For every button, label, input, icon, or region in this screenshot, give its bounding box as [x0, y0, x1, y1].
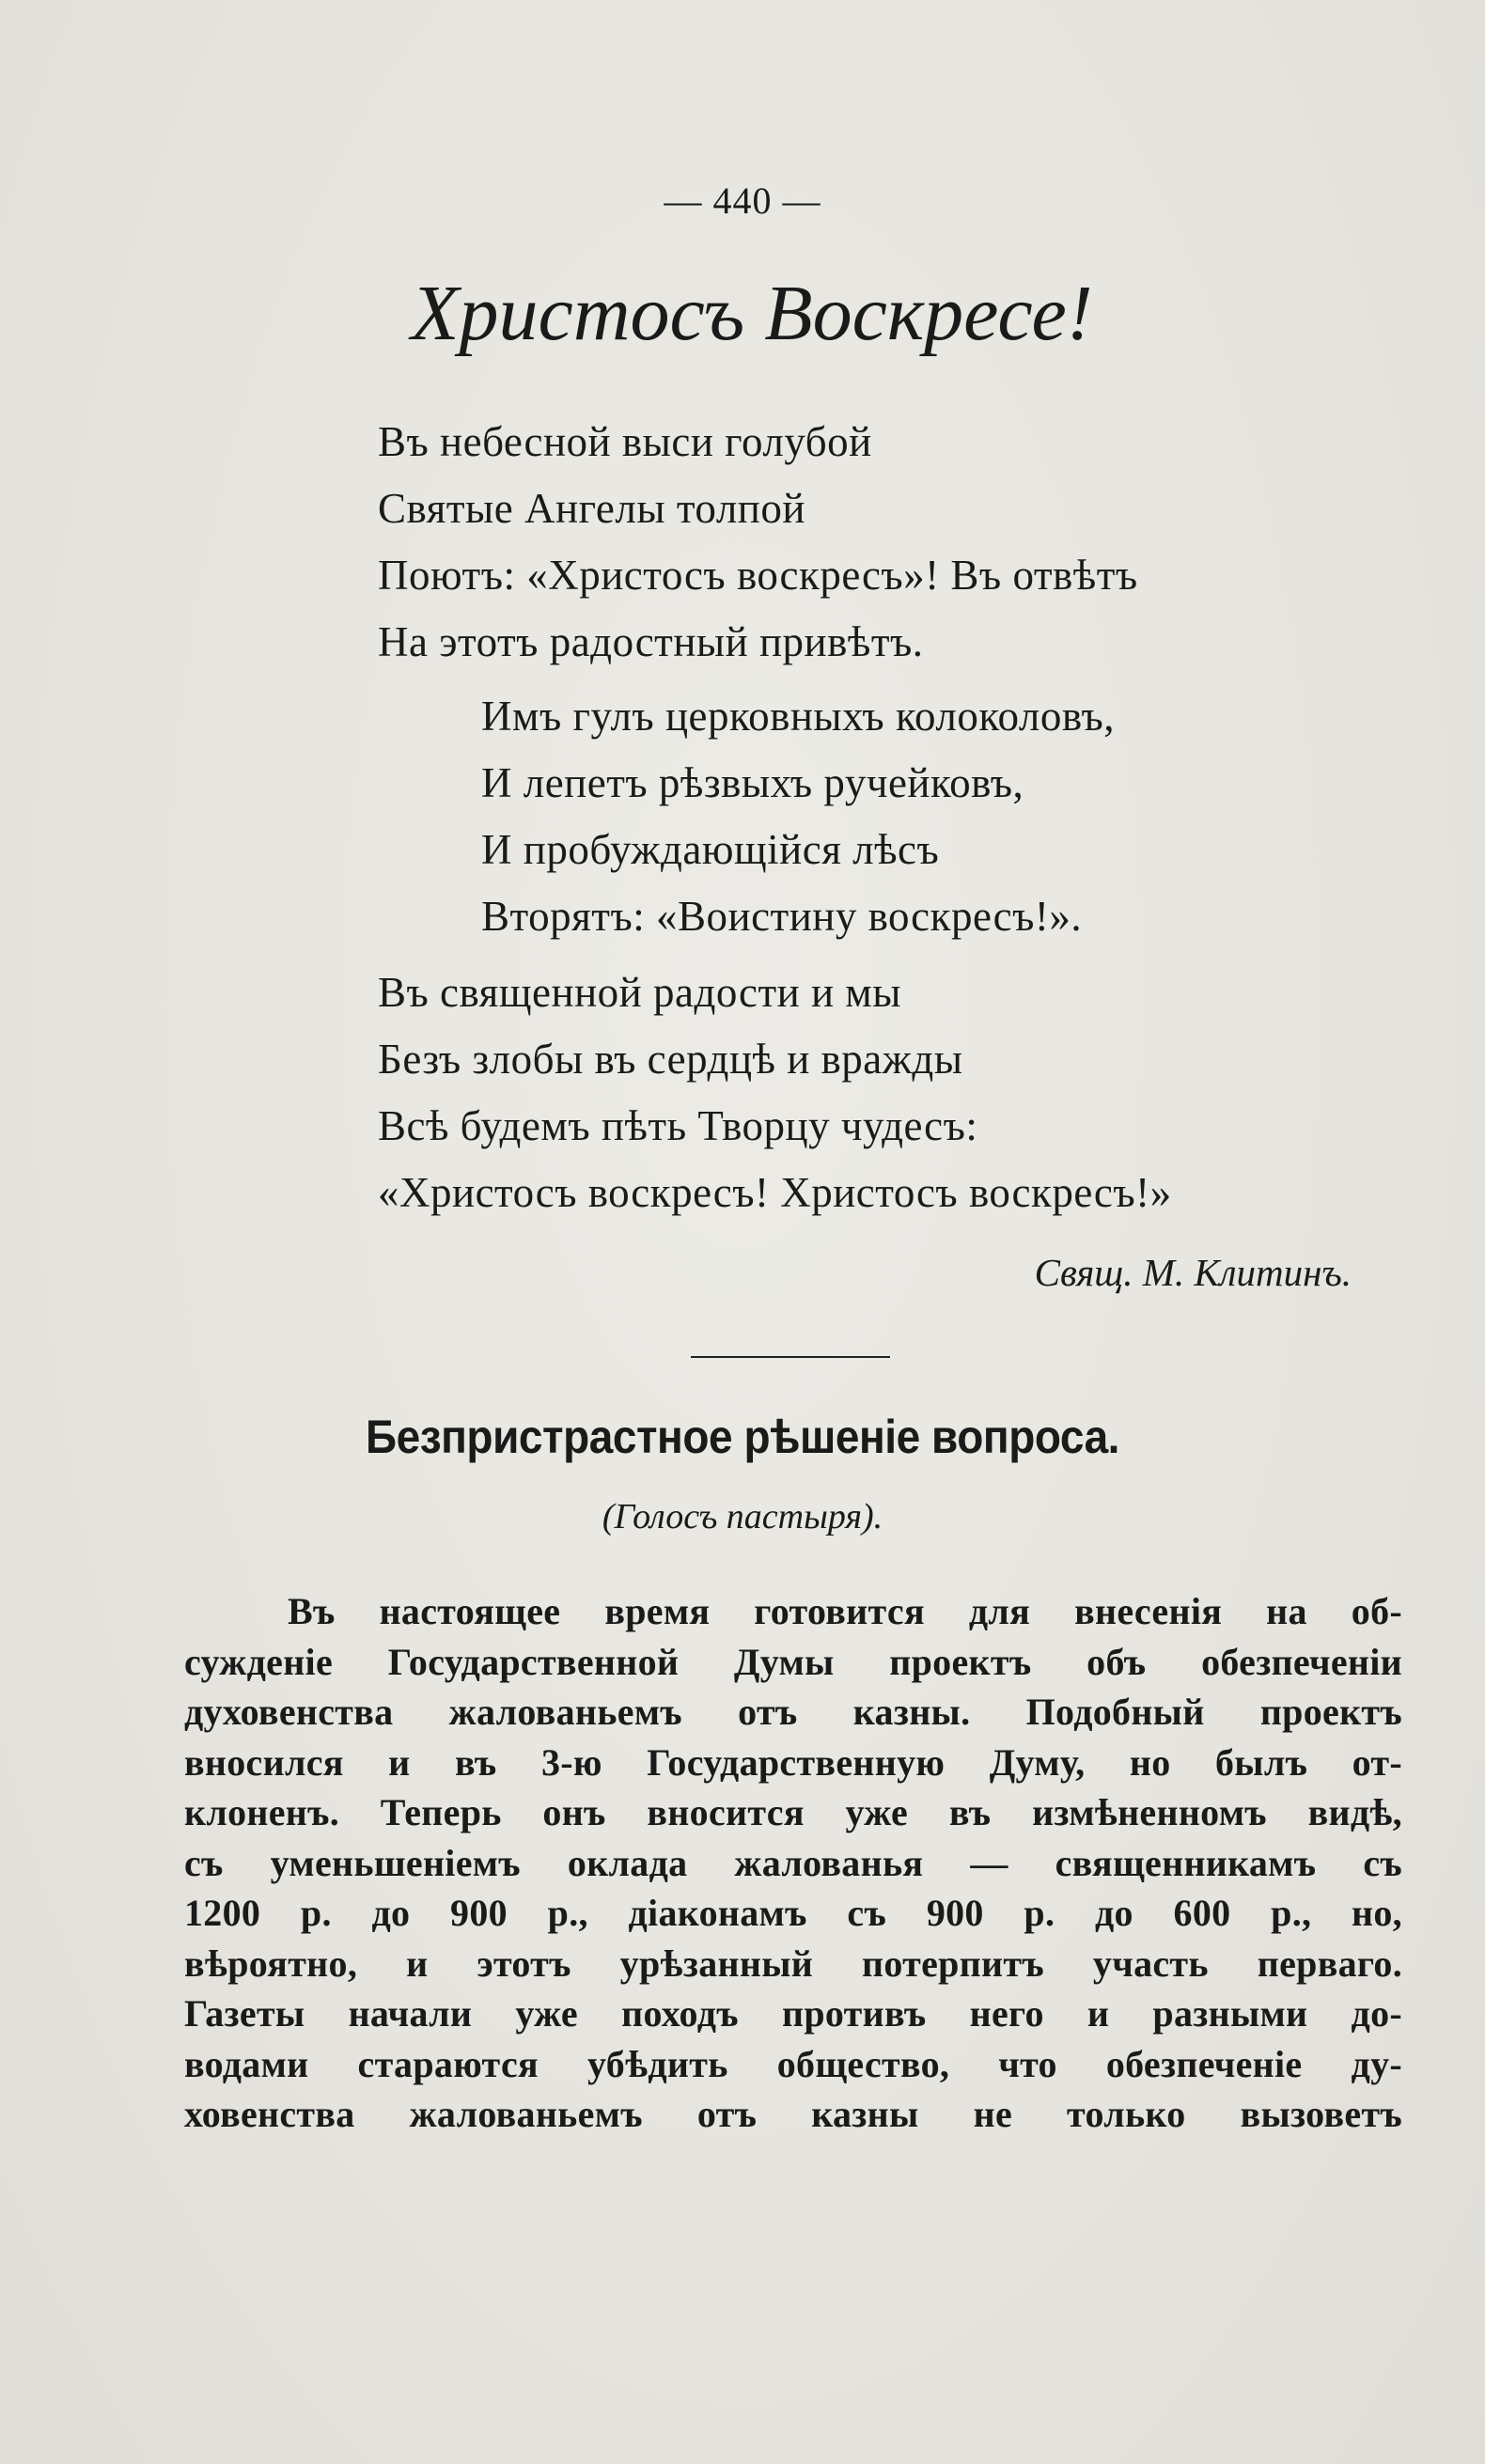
poem-line: Въ небесной выси голубой: [378, 418, 872, 465]
poem-stanza-3: [378, 959, 1412, 1226]
poem-line: На этотъ радостный привѣтъ.: [378, 618, 924, 665]
poem-line: «Христосъ воскресъ! Христосъ воскресъ!»: [378, 1169, 1172, 1216]
poem-stanza-2: [378, 683, 1412, 950]
poem-line: Вторятъ: «Воистину воскресъ!».: [481, 893, 1083, 940]
article-title: Безпристрастное рѣшенiе вопроса.: [365, 1411, 1120, 1463]
poem-signature: Свящ. М. Клитинъ.: [1034, 1251, 1352, 1294]
article-body: [184, 1586, 1402, 2140]
poem-line: Безъ злобы въ сердцѣ и вражды: [378, 1036, 963, 1083]
article-line: сужденiе Государственной Думы проектъ объ обезпеченiи: [184, 1640, 1402, 1683]
article-line: ховенства жалованьемъ отъ казны не только вызоветъ: [184, 2093, 1402, 2135]
poem-line: Святые Ангелы толпой: [378, 485, 805, 532]
poem-line: Поютъ: «Христосъ воскресъ»! Въ отвѣтъ: [378, 552, 1138, 599]
poem-line: Въ священной радости и мы: [378, 969, 901, 1016]
poem: [378, 409, 1412, 1226]
poem-title: Христосъ Воскресе!: [411, 270, 1093, 357]
page-number: — 440 —: [664, 179, 821, 222]
section-divider: [691, 1356, 890, 1358]
poem-line: Всѣ будемъ пѣть Творцу чудесъ:: [378, 1102, 978, 1149]
article-line: вѣроятно, и этотъ урѣзанный потерпитъ участь перваго.: [184, 1942, 1402, 1985]
poem-stanza-1: [378, 409, 1412, 676]
article-line: вносился и въ 3-ю Государственную Думу, но былъ от-: [184, 1740, 1402, 1784]
poem-line: Имъ гулъ церковныхъ колоколовъ,: [481, 693, 1115, 740]
article-line: съ уменьшенiемъ оклада жалованья — священникамъ съ: [184, 1841, 1402, 1884]
article-subtitle: (Голосъ пастыря).: [602, 1497, 883, 1536]
article-line: клоненъ. Теперь онъ вносится уже въ измѣненномъ видѣ,: [184, 1791, 1402, 1833]
article-line: духовенства жалованьемъ отъ казны. Подобный проектъ: [184, 1691, 1402, 1733]
article-line: Газеты начали уже походъ противъ него и разными до-: [184, 1992, 1402, 2035]
article-line: водами стараются убѣдить общество, что обезпеченiе ду-: [184, 2042, 1402, 2085]
article-line: 1200 р. до 900 р., дiаконамъ съ 900 р. до 600 р., но,: [184, 1892, 1402, 1934]
poem-line: И пробуждающiйся лѣсъ: [481, 826, 940, 873]
article-line: Въ настоящее время готовится для внесенiя на об-: [288, 1590, 1402, 1632]
poem-line: И лепетъ рѣзвыхъ ручейковъ,: [481, 759, 1024, 806]
